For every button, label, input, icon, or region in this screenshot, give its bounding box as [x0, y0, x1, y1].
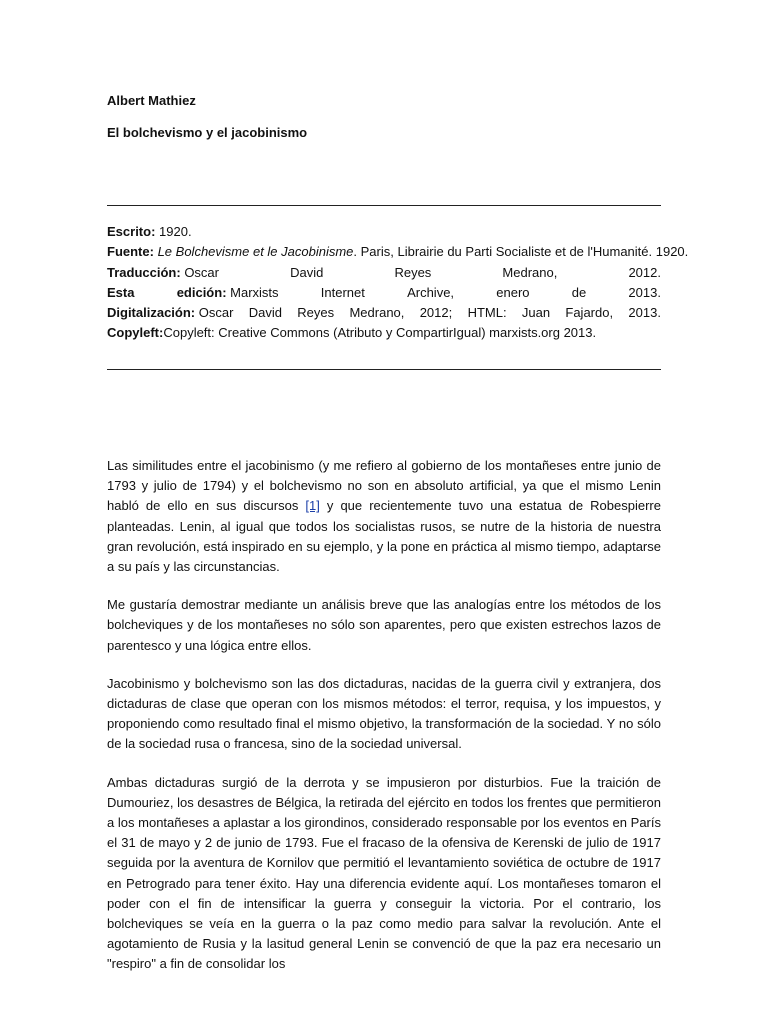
meta-traduccion-label: Traducción:: [107, 264, 181, 280]
paragraph-text: Las similitudes entre el jacobinismo (y me refiero al gobierno de los montañeses entre junio de 1793 y julio de 1794) y el bolchevismo no son en absoluto artificial, ya que el mismo Lenin habló de ello en sus discursos: [107, 458, 661, 514]
meta-word: Reyes: [297, 305, 335, 321]
meta-word: Oscar: [184, 264, 219, 280]
meta-fuente-label: Fuente:: [107, 244, 154, 260]
meta-word: enero: [496, 284, 530, 300]
meta-word: David: [290, 264, 324, 280]
meta-fuente: [107, 242, 689, 262]
document-title: El bolchevismo y el jacobinismo: [107, 125, 308, 140]
meta-copyleft-label: Copyleft:: [107, 325, 164, 341]
paragraph: [107, 456, 661, 577]
meta-edicion: [107, 283, 661, 303]
meta-digitalizacion: [107, 303, 661, 323]
meta-word: 2013.: [628, 284, 661, 300]
meta-word: David: [248, 305, 282, 321]
meta-edicion-label-2: edición:: [176, 284, 227, 300]
meta-word: Juan: [521, 305, 551, 321]
divider-top: [107, 205, 661, 206]
meta-edicion-label: Esta: [107, 284, 135, 300]
meta-word: 2012.: [628, 264, 661, 280]
paragraph: Me gustaría demostrar mediante un análisis breve que las analogías entre los métodos de los bolcheviques y de los montañeses no sólo son aparentes, pero que existen estrechos lazos de parentesco y una lógica entre ellos.: [107, 597, 661, 653]
divider-bottom: [107, 369, 661, 370]
meta-word: de: [571, 284, 587, 300]
meta-fuente-rest: . Paris, Librairie du Parti Socialiste et de l'Humanité. 1920.: [353, 244, 689, 260]
meta-digitalizacion-label: Digitalización:: [107, 305, 196, 321]
body-text: [107, 456, 661, 993]
paragraph: Ambas dictaduras surgió de la derrota y se impusieron por disturbios. Fue la traición de Dumouriez, los desastres de Bélgica, la retirada del ejército en todos los frentes que permitieron a los montañeses a aplastar a los girondinos, considerado responsable por los eventos en París el 31 de mayo y 2 de junio de 1793. Fue el fracaso de la ofensiva de Kerenski de julio de 1917 seguida por la aventura de Kornilov que permitió el levantamiento soviética de octubre de 1917 en Petrogrado para tener éxito. Hay una diferencia evidente aquí. Los montañeses tomaron el poder con el fin de intensificar la guerra y conseguir la victoria. Por el contrario, los bolcheviques se veía en la guerra o la paz como medio para salvar la revolución. Ante el agotamiento de Rusia y la lasitud general Lenin se convenció de que la paz era necesario un "respiro" a fin de consolidar los: [107, 774, 661, 972]
metadata-block: [107, 222, 689, 344]
meta-word: Oscar: [198, 305, 234, 321]
meta-escrito-value: 1920.: [155, 224, 192, 239]
meta-word: Internet: [320, 284, 365, 300]
meta-word: 2012;: [419, 305, 453, 321]
meta-copyleft-value: Copyleft: Creative Commons (Atributo y CompartirIgual) marxists.org 2013.: [163, 325, 597, 341]
meta-word: 2013.: [628, 305, 661, 321]
meta-word: Archive,: [407, 284, 455, 300]
paragraph: Jacobinismo y bolchevismo son las dos dictaduras, nacidas de la guerra civil y extranjera, dos dictaduras de clase que operan con los mismos métodos: el terror, requisa, y los impuestos, y proponiendo como resultado final el mismo objetivo, la transformación de la sociedad. Y no sólo de la sociedad rusa o francesa, sino de la sociedad universal.: [107, 675, 661, 752]
meta-word: Medrano,: [349, 305, 405, 321]
author-name: Albert Mathiez: [107, 93, 196, 108]
footnote-link[interactable]: [1]: [305, 498, 320, 514]
meta-traduccion: [107, 263, 661, 283]
meta-copyleft: [107, 323, 661, 343]
meta-word: Reyes: [394, 264, 432, 280]
meta-word: Medrano,: [502, 264, 558, 280]
meta-fuente-title: Le Bolchevisme et le Jacobinisme: [157, 244, 354, 260]
paragraph-text: y que recientemente tuvo una estatua de Robespierre planteadas. Lenin, al igual que todos los socialistas rusos, se nutre de la historia de nuestra gran revolución, está inspirado en su ejemplo, y la pone en práctica al mismo tiempo, adaptarse a su país y las circunstancias.: [107, 498, 661, 575]
meta-word: HTML:: [467, 305, 507, 321]
meta-escrito-label: Escrito:: [107, 224, 156, 239]
meta-word: Marxists: [230, 284, 279, 300]
meta-escrito: [107, 222, 661, 242]
meta-word: Fajardo,: [565, 305, 614, 321]
